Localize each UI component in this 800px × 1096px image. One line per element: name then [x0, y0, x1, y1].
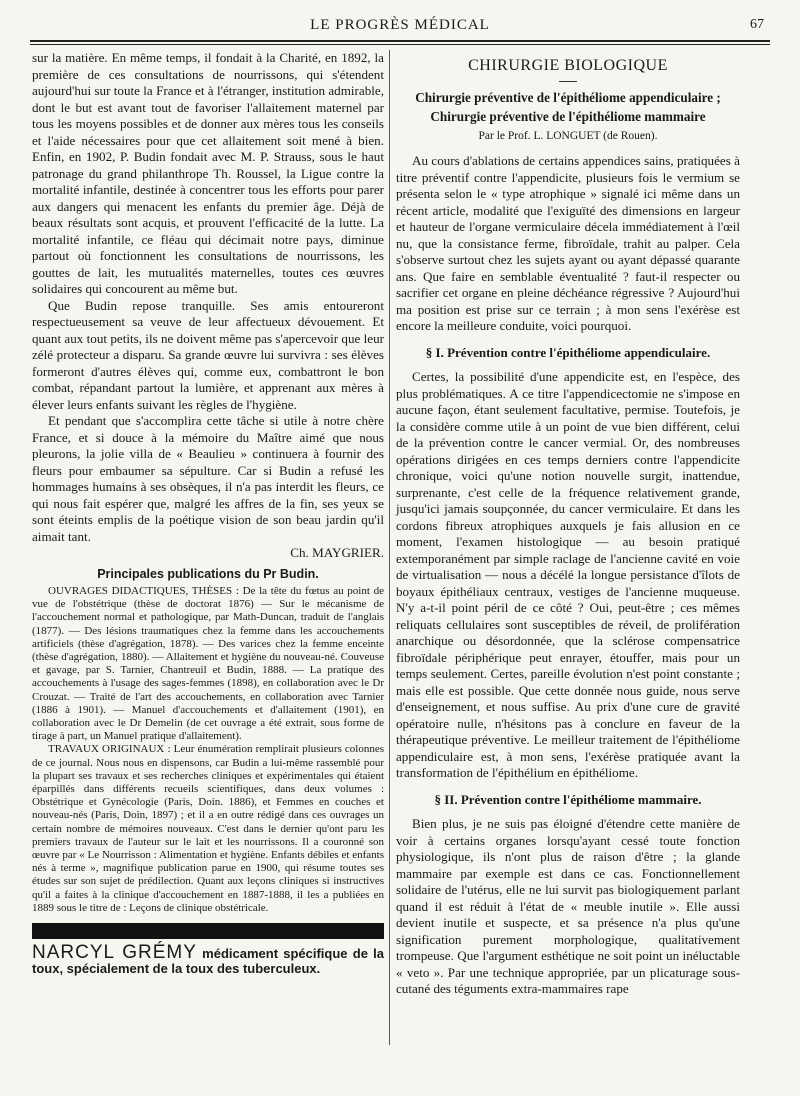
- right-column: [396, 50, 740, 998]
- obituary-paragraph: Et pendant que s'accomplira cette tâche si utile à notre chère France, et si douce à la mémoire du Maître aimé que nous pleurons, la jolie villa de « Beaulieu » continuera à fournir des fleurs pour embaumer sa sépulture. Car si Budin a refusé les hommages humains à ses obsèques, il n'a pas interdit les fleurs, ce qui nous fait espérer que, malgré les affres de la fin, ses yeux se sont éteints emplis de la poétique vision de son beau jardin qu'il aimait tant.: [32, 413, 384, 544]
- article-intro: Au cours d'ablations de certains appendices sains, pratiquées à titre préventif contre l'appendicite, plusieurs fois le vermium se présenta selon le « type atrophique » signalé ici même dans un récent article, modalité que l'exiguïté des dimensions en largeur et hauteur de l'organe vermiculaire décela immédiatement à l'œil nu, que la consistance ferme, fibroïdale, trahit au palper. Cela s'observe surtout chez les sujets ayant ou ayant dépassé quarante ans. Que faire en semblable éventualité ? faut-il respecter ou sacrifier cet organe en pleine déchéance régressive ? Aujourd'hui ma position est prise sur ce terrain ; à mon sens l'exérèse est encore la meilleure conduite, voici pourquoi.: [396, 153, 740, 333]
- column-separator: [389, 50, 390, 1045]
- advertisement-bar: [32, 923, 384, 939]
- article-byline: Par le Prof. L. LONGUET (de Rouen).: [478, 129, 658, 142]
- header-rule: [30, 40, 770, 42]
- journal-title: LE PROGRÈS MÉDICAL: [310, 17, 490, 33]
- header-rule-thin: [30, 44, 770, 45]
- section-dash: [559, 81, 577, 82]
- running-header: [30, 17, 770, 39]
- subsection-text-1: Certes, la possibilité d'une appendicite est, en l'espèce, des plus problématiques. A ce titre l'appendicectomie ne s'impose en aucune façon, étant seulement facultative, permise. Toutefois, je la considère comme utile à un point de vue bien différent, celui de la prévention contre le cancer vermial. Or, des nombreuses opérations dirigées en ces temps derniers contre l'appendicite chronique, voici qu'une notion nouvelle surgit, inattendue, surprenante, c'est celle de la fréquence relativement grande, jusqu'ici jamais soupçonnée, du cancer vermiculaire. Et dans les cordons fibreux atrophiques auxquels je fais allusion en ce moment, l'examen histologique — au besoin pratiqué extemporanément par simple raclage de l'ancienne cavité en voie de virtualisation — nous a décélé la longue persistance d'îlots de boyaux épithéliaux centraux, vestiges de l'ancienne muqueuse. N'y a-t-il point péril de ce côté ? Oui, peut-être ; ces mêmes reliquats cellulaires sont susceptibles de réveil, de prolifération anarchique ou désordonnée, que la sclérose compensatrice fibroïdale périphérique peut enrayer, étouffer, mais pour un temps seulement. Certes, pareille évolution n'est point constante ; mais elle est possible. Que cette donnée nous guide, nous serve d'enseignement, et nous suffise. Au prix d'une cure de gravité opératoire nulle, n'hésitons pas à conclure en faveur de la thérapeutique préventive. Le meilleur traitement de l'épithéliome appendiculaire est, à mon sens, l'exérèse pratiquée avant la transformation de l'épithélium en épithéliome.: [396, 369, 740, 780]
- article-heading-2: Chirurgie préventive de l'épithéliome mammaire: [430, 108, 706, 124]
- ad-brand: NARCYL GRÉMY: [32, 942, 197, 964]
- advertisement: [32, 942, 384, 977]
- obituary-paragraph: Que Budin repose tranquille. Ses amis entoureront respectueusement sa veuve de leur affectueux dévouement. Et quant aux tout petits, ils ne doivent même pas s'apercevoir que leur zélé protecteur a disparu. Sa grande œuvre lui survivra : ses élèves formeront d'autres élèves qui, comme eux, combattront le bon combat, répandant partout la lumière, et apprenant aux mères à élever leurs enfants suivant les règles de l'hygiène.: [32, 297, 384, 412]
- subsection-title-2: § II. Prévention contre l'épithéliome mammaire.: [434, 791, 702, 807]
- article-heading-1: Chirurgie préventive de l'épithéliome appendiculaire ;: [415, 89, 721, 105]
- publications-original: TRAVAUX ORIGINAUX : Leur énumération remplirait plusieurs colonnes de ce journal. Nous nous en dispensons, car Budin a lui-même rassemblé pour la plupart ses travaux et ses recherches cliniques et expérimentales qui étaient éparpillés dans différents recueils scientifiques, dans deux volumes : Obstétrique et Gynécologie (Paris, Doin. 1886), et Femmes en couches et nouveau-nés (Paris, Doin, 1897) ; et il a en outre rédigé dans ces ouvrages un certain nombre de mémoires nouveaux. C'est dans le dernier qu'ont paru les premiers travaux de l'auteur sur le lait et les nourrissons. Il a couronné son œuvre par « Le Nourrisson : Alimentation et hygiène. Enfants débiles et enfants nés à terme », magnifique publication parue en 1900, qui résume toutes ses études sur son sujet de prédilection. Quant aux leçons cliniques si instructives qu'il a faites à la clinique d'accouchement en 1887-1888, il les a publiées en 1889 sous le titre de : Leçons de clinique obstétricale.: [32, 743, 384, 914]
- section-title: CHIRURGIE BIOLOGIQUE: [468, 57, 668, 74]
- left-column: [32, 50, 384, 976]
- obituary-paragraph: sur la matière. En même temps, il fondait à la Charité, en 1892, la première de ces consultations de nourrissons, qui s'étendent aujourd'hui sur toute la France et à l'étranger, institution admirable, dont le but est avant tout de favoriser l'allaitement maternel par tous les moyens possibles et de donner aux mères tous les conseils et l'aide nécessaires pour que cet allaitement soit mené à bien. Enfin, en 1902, P. Budin fondait avec M. P. Strauss, sous le haut patronage du grand philanthrope Th. Roussel, la Ligue contre la mortalité infantile, destinée à concentrer tous les efforts pour parer aux dangers qui menacent les enfants du premier âge. Déjà de beaux résultats sont acquis, et prouvent l'efficacité de la lutte. La mortalité infantile, ce fléau qui décimait notre pays, diminue partout où fonctionnent les consultations de nourrissons, les gouttes de lait, les mutualités maternelles, toutes ces œuvres solidaires qui concourent au même but.: [32, 50, 384, 296]
- page-number: 67: [750, 17, 764, 32]
- publications-heading: Principales publications du Pr Budin.: [97, 566, 319, 581]
- publications-didactic: OUVRAGES DIDACTIQUES, THÈSES : De la tête du fœtus au point de vue de l'obstétrique (thèse de doctorat 1876) — Sur le mécanisme de l'accouchement normal et pathologique, par Math-Duncan, traduit de l'anglais (1877). — Des lésions traumatiques chez la femme dans les accouchements artificiels (thèse d'agrégation, 1878). — Des varices chez la femme enceinte (thèse d'agrégation, 1880). — Allaitement et hygiène du nouveau-né. Couveuse et gavage, par S. Tarnier, Chantreuil et Budin, 1888. — La pratique des accouchements à l'usage des sages-femmes (1898), en collaboration avec le Dr Crouzat. — Traité de l'art des accouchements, en collaboration avec Tarnier (1886 à 1901). — Manuel d'accouchements et d'allaitement (1901), en collaboration avec le Dr Demelin (de cet ouvrage a été extrait, sous forme de tirage à part, un Manuel pratique d'allaitement).: [32, 585, 384, 743]
- ad-text: médicament spécifique de la toux, spécialement de la toux des tuberculeux.: [32, 946, 384, 977]
- author-signature: Ch. MAYGRIER.: [290, 545, 384, 560]
- subsection-title-1: § I. Prévention contre l'épithéliome appendiculaire.: [425, 344, 711, 360]
- subsection-text-2: Bien plus, je ne suis pas éloigné d'étendre cette manière de voir à certains organes lorsqu'ayant cessé toute fonction physiologique, ils n'ont plus de raison d'être ; la glande mammaire par exemple est dans ce cas. Fonctionnellement solidaire de l'utérus, elle ne lui survit pas biologiquement parlant quand il est réduit à l'état de « meuble inutile ». Elle aussi devient inutile et suspecte, et sa présence n'a plus qu'une signification purement morphologique, qualitativement trompeuse. Que l'argument esthétique ne soit point un inéluctable « veto ». Par une technique appropriée, par un plicaturage sous-cutané des téguments extra-mammaires rape: [396, 816, 740, 996]
